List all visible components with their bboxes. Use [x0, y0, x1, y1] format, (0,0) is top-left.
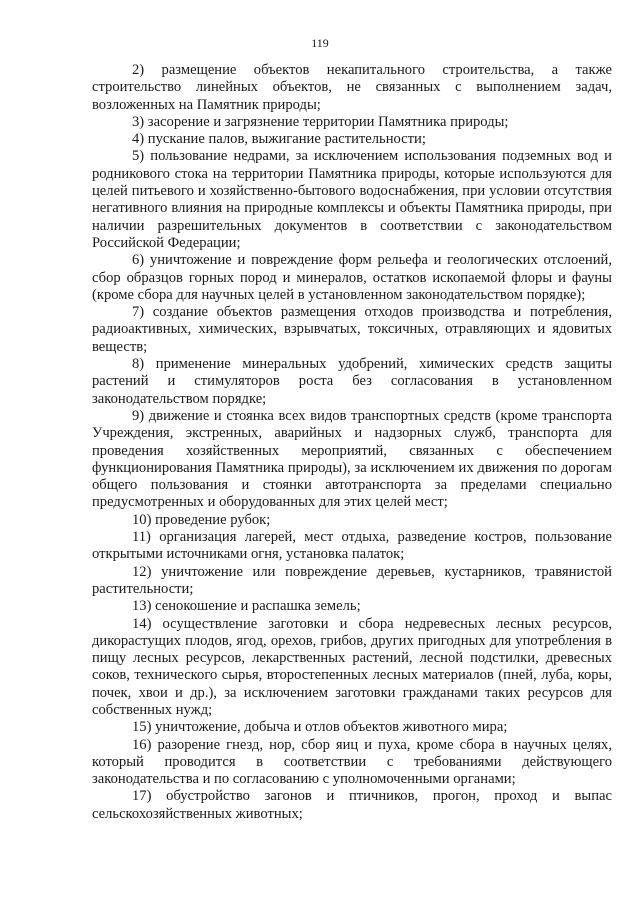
- paragraph-item-10: 10) проведение рубок;: [132, 511, 271, 528]
- paragraph-item-4: 4) пускание палов, выжигание растительности;: [132, 131, 426, 148]
- paragraph-item-14: 14) осуществление заготовки и сбора недревесных лесных ресурсов, дикорастущих плодов, ягод, орехов, грибов, других пригодных для употребления в пищу лесных ресурсов, лекарственных растений, лесной подстилки, древесных соков, технического сырья, второстепенных лесных материалов (пней, луба, коры, почек, хвои и др.), за исключением заготовки гражданами таких ресурсов для собственных нужд;: [92, 615, 612, 718]
- paragraph-item-9: 9) движение и стоянка всех видов транспортных средств (кроме транспорта Учреждения, экстренных, аварийных и надзорных служб, транспорта для проведения хозяйственных мероприятий, связанных с обеспечением функционирования Памятника природы), за исключением их движения по дорогам общего пользования и стоянки автотранспорта за пределами специально предусмотренных и оборудованных для этих целей мест;: [92, 407, 612, 511]
- paragraph-item-15: 15) уничтожение, добыча и отлов объектов животного мира;: [132, 719, 508, 736]
- paragraph-item-2: 2) размещение объектов некапитального строительства, а также строительство линейных объектов, не связанных с выполнением задач, возложенных на Памятник природы;: [92, 62, 612, 113]
- paragraph-item-8: 8) применение минеральных удобрений, химических средств защиты растений и стимуляторов роста без согласования в установленном законодательством порядке;: [92, 356, 612, 407]
- paragraph-item-7: 7) создание объектов размещения отходов производства и потребления, радиоактивных, химических, взрывчатых, токсичных, отравляющих и ядовитых веществ;: [92, 304, 612, 355]
- body-text: [92, 62, 612, 823]
- paragraph-item-6: 6) уничтожение и повреждение форм рельефа и геологических отслоений, сбор образцов горных пород и минералов, остатков ископаемой флоры и фауны (кроме сбора для научных целей в установленном законодательством порядке);: [92, 252, 612, 303]
- paragraph-item-17: 17) обустройство загонов и птичников, прогон, проход и выпас сельскохозяйственных животных;: [92, 788, 612, 822]
- paragraph-item-11: 11) организация лагерей, мест отдыха, разведение костров, пользование открытыми источниками огня, установка палаток;: [92, 529, 612, 563]
- page-number: 119: [311, 36, 329, 50]
- paragraph-item-5: 5) пользование недрами, за исключением использования подземных вод и родникового стока на территории Памятника природы, которые используются для целей питьевого и хозяйственно-бытового водоснабжения, при условии отсутствия негативного влияния на природные комплексы и объекты Памятника природы, при наличии разрешительных документов в соответствии с законодательством Российской Федерации;: [92, 148, 612, 251]
- paragraph-item-3: 3) засорение и загрязнение территории Памятника природы;: [132, 113, 509, 130]
- paragraph-item-12: 12) уничтожение или повреждение деревьев, кустарников, травянистой растительности;: [92, 563, 612, 597]
- paragraph-item-13: 13) сенокошение и распашка земель;: [132, 598, 361, 615]
- paragraph-item-16: 16) разорение гнезд, нор, сбор яиц и пуха, кроме сбора в научных целях, который проводится в соответствии с требованиями действующего законодательства и по согласованию с уполномоченными органами;: [92, 736, 612, 788]
